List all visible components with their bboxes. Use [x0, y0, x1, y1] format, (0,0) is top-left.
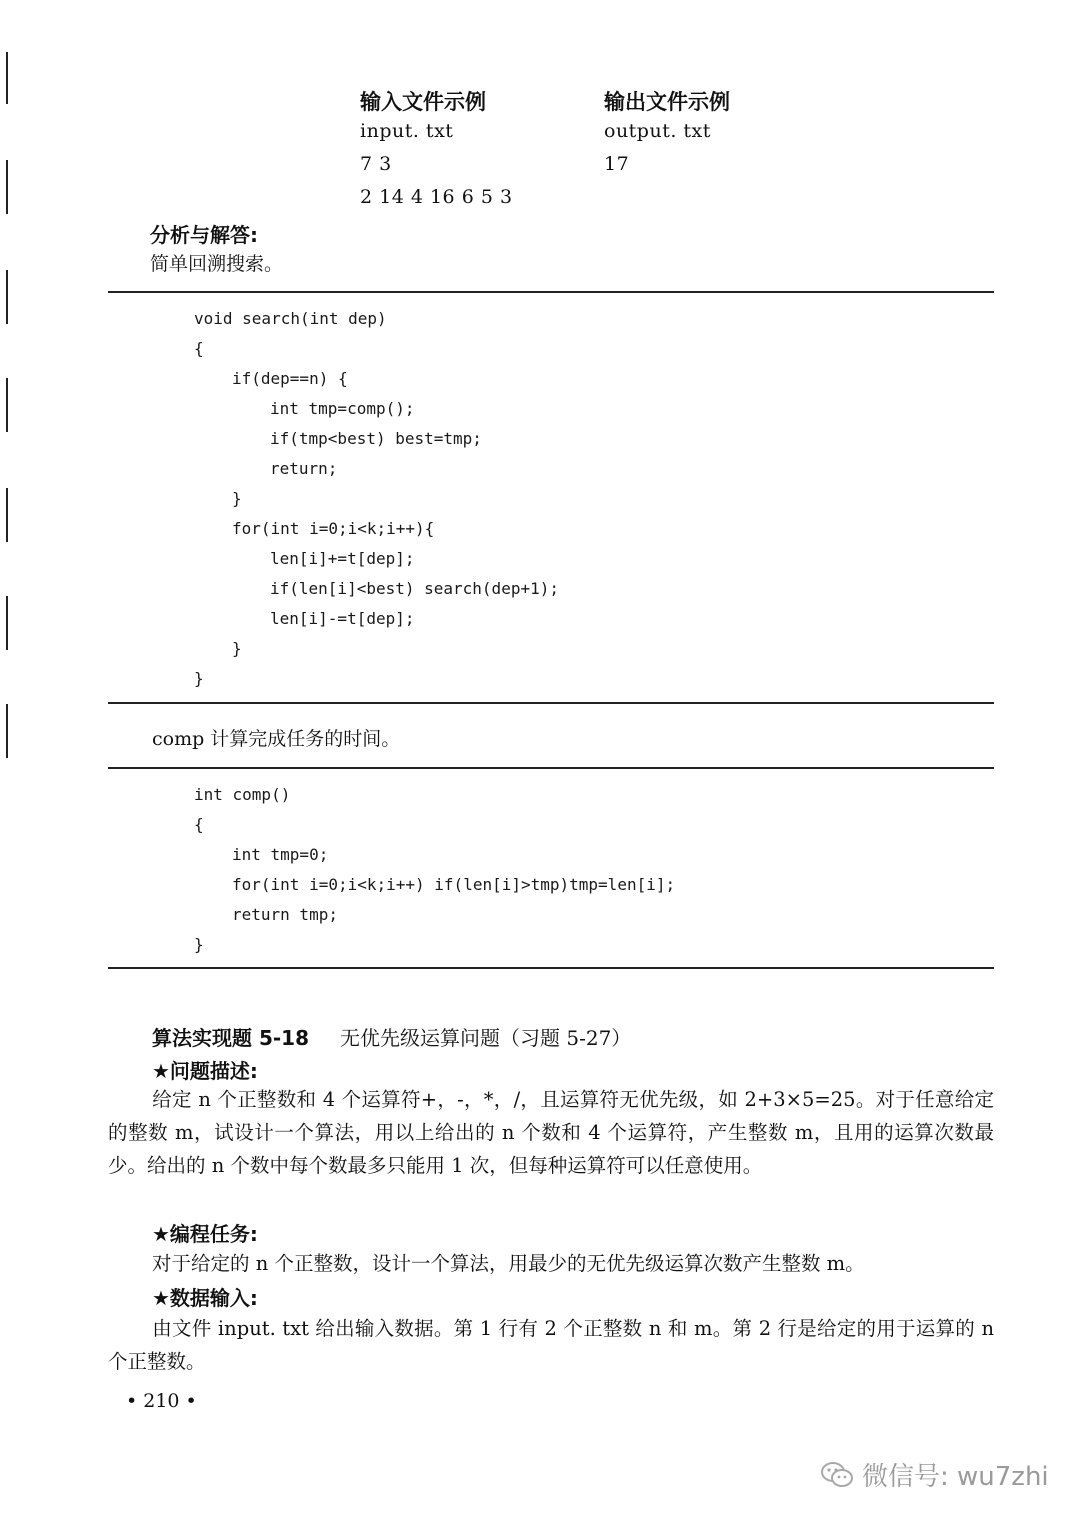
problem-task-head: ★编程任务: [152, 1222, 258, 1246]
wechat-icon [820, 1460, 854, 1490]
problem-title-number: 算法实现题 5-18 [152, 1026, 310, 1050]
code-line: int tmp=0; [232, 845, 329, 864]
sample-input-line: 2 14 4 16 6 5 3 [360, 186, 513, 208]
code-rule-bottom [108, 702, 994, 704]
problem-task-body: 对于给定的 n 个正整数，设计一个算法，用最少的无优先级运算次数产生整数 m。 [152, 1252, 865, 1275]
sample-output-line: 17 [604, 153, 630, 175]
code-line: } [232, 639, 242, 658]
code-line: void search(int dep) [194, 309, 387, 328]
code-line: int tmp=comp(); [270, 399, 415, 418]
watermark [820, 1456, 1049, 1493]
code-line: len[i]+=t[dep]; [270, 549, 415, 568]
code-line: } [194, 669, 204, 688]
sample-output-header: 输出文件示例 [604, 89, 730, 114]
problem-input-text [108, 1312, 994, 1378]
watermark-text: 微信号: wu7zhi [862, 1462, 1049, 1492]
code-rule-top [108, 767, 994, 769]
code-line: return tmp; [232, 905, 338, 924]
scan-mark [6, 704, 8, 758]
scan-mark [6, 52, 8, 104]
analysis-title: 分析与解答: [150, 223, 258, 247]
code-line: return; [270, 459, 338, 478]
code-line: { [194, 815, 204, 834]
analysis-text: 简单回溯搜索。 [150, 253, 284, 275]
code-line: if(len[i]<best) search(dep+1); [270, 579, 559, 598]
code-line: if(dep==n) { [232, 369, 348, 388]
page-number: • 210 • [126, 1390, 197, 1412]
code-line: } [232, 489, 242, 508]
problem-task-text [108, 1247, 994, 1280]
sample-input-header: 输入文件示例 [360, 89, 486, 114]
scan-mark [6, 596, 8, 650]
code-line: } [194, 935, 204, 954]
code-line: { [194, 339, 204, 358]
sample-input-file: input. txt [360, 120, 454, 142]
problem-desc-text [108, 1083, 994, 1182]
comp-note: comp 计算完成任务的时间。 [152, 728, 401, 750]
problem-input-head: ★数据输入: [152, 1286, 258, 1310]
problem-desc-body: 给定 n 个正整数和 4 个运算符+，-，*，/，且运算符无优先级，如 2+3×5=25。对于任意给定的整数 m，试设计一个算法，用以上给出的 n 个数和 4 个运算符，产生整数 m，且用的运算次数最少。给出的 n 个数中每个数最多只能用 1 次，但每种运算符可以任意使用。 [108, 1088, 994, 1177]
sample-input-line: 7 3 [360, 153, 392, 175]
code-rule-top [108, 291, 994, 293]
code-rule-bottom [108, 967, 994, 969]
code-line: len[i]-=t[dep]; [270, 609, 415, 628]
scan-mark [6, 270, 8, 324]
problem-input-body: 由文件 input. txt 给出输入数据。第 1 行有 2 个正整数 n 和 m。第 2 行是给定的用于运算的 n 个正整数。 [108, 1317, 994, 1373]
code-line: for(int i=0;i<k;i++){ [232, 519, 435, 538]
scan-mark [6, 160, 8, 214]
code-line: int comp() [194, 785, 291, 804]
scan-mark [6, 488, 8, 542]
code-line: if(tmp<best) best=tmp; [270, 429, 482, 448]
problem-desc-head: ★问题描述: [152, 1059, 258, 1083]
code-line: for(int i=0;i<k;i++) if(len[i]>tmp)tmp=len[i]; [232, 875, 676, 894]
sample-output-file: output. txt [604, 120, 711, 142]
problem-title-name: 无优先级运算问题（习题 5-27） [340, 1026, 632, 1050]
scan-mark [6, 378, 8, 432]
